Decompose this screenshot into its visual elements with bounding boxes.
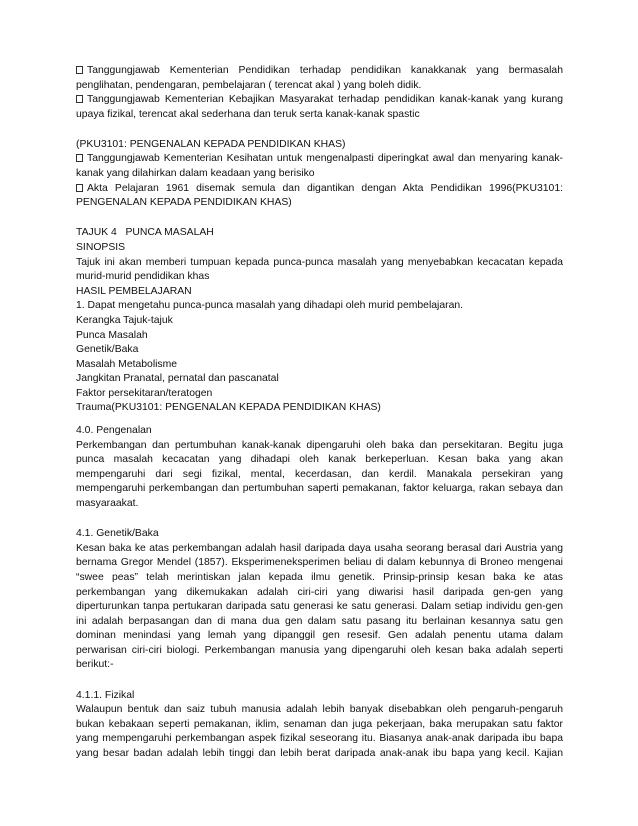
outcome-item: 1. Dapat mengetahu punca-punca masalah yang dihadapi oleh murid pembelajaran. [76,300,464,312]
bullet-item-3: Tanggungjawab Kementerian Kesihatan untuk mengenalpasti diperingkat awal dan menyaring kanak- [76,152,563,167]
bullet-list-1 [76,64,563,122]
bullet-item-2: Tanggungjawab Kementerian Kebajikan Masyarakat terhadap pendidikan kanak-kanak yang kurang [76,93,563,108]
document-page [76,64,563,769]
bullet-item-3-cont: kanak yang dilahirkan dalam keadaan yang berisiko [76,168,315,180]
bullet-list-2 [76,152,563,210]
outline-item: Punca Masalah [76,329,148,341]
paragraph-line: dominan menindasi yang lemah yang dipanggil gen resesif. Gen adalah penentu utama dalam [76,630,563,642]
bullet-item-4: Akta Pelajaran 1961 disemak semula dan digantikan dengan Akta Pendidikan 1996(PKU3101: [76,182,563,197]
paragraph-line: yang besar badan adalah lebih tinggi dan lebih berat daripada anak-anak ibu bapa yang kecil. Kajian [76,747,563,759]
paragraph-line: mempengaruhi dari segi fizikal, mental, kecerdasan, dan kerdil. Manakala persekiran yang [76,468,563,480]
course-reference: (PKU3101: PENGENALAN KEPADA PENDIDIKAN KHAS) [76,138,346,150]
bullet-icon [76,184,83,192]
section-heading: 4.1.1. Fizikal [76,689,135,701]
section-heading: 4.1. Genetik/Baka [76,528,159,540]
synopsis-label: SINOPSIS [76,241,126,253]
synopsis-text-cont: murid-murid pendidikan khas [76,271,210,283]
bullet-icon [76,95,83,103]
section-4-1 [76,527,563,673]
paragraph-line: masyaraakat. [76,498,139,510]
bullet-item-4-cont: PENGENALAN KEPADA PENDIDIKAN KHAS) [76,197,292,209]
bullet-icon [76,66,83,74]
paragraph-line: mempengaruhi perkembangan dan pertumbuhan saperti pemakanan, faktor keluarga, rakan sebaya dan [76,483,563,495]
paragraph-line: bernama Gregor Mendel (1857). Eksperimeneksperimen beliau di dalam kebunnya di Broneo mengenai [76,557,563,569]
paragraph-line: perwarisan ciri-ciri biologi. Perkembangan manusia yang dipengaruhi oleh kesan baka adalah seperti [76,644,563,656]
paragraph-line: perkembangan yang dikemukakan adalah ciri-ciri yang diwarisi hasil daripada gen-gen yang [76,586,563,598]
chapter-title: TAJUK 4 PUNCA MASALAH [76,227,214,239]
section-4-1-1 [76,689,563,762]
paragraph-line: punca masalah kecacatan yang dihadapi oleh kanak berkeperluan. Kesan baka yang akan [76,454,563,466]
section-4-0 [76,424,563,512]
bullet-item-2-cont: upaya fizikal, terencat akal sederhana dan teruk serta kanak-kanak spastic [76,108,420,120]
synopsis-text: Tajuk ini akan memberi tumpuan kepada punca-punca masalah yang menyebabkan kecacatan kepada [76,256,563,268]
paragraph-line: “swee peas” telah merintiskan jalan kepada ilmu genetik. Prinsip-prinsip kesan baka ke atas [76,571,563,583]
paragraph-line: Kesan baka ke atas perkembangan adalah hasil daripada daya usaha seorang berasal dari Austria yang [76,542,563,554]
outline-item: Genetik/Baka [76,344,139,356]
paragraph-line: ini adalah berpasangan dan di mana dua gen dalam satu pasang itu berlainan kesannya satu gen [76,615,563,627]
outcomes-label: HASIL PEMBELAJARAN [76,285,192,297]
outline-item: Faktor persekitaran/teratogen [76,387,213,399]
outline-item: Jangkitan Pranatal, pernatal dan pascanatal [76,373,279,385]
outline-item: Trauma(PKU3101: PENGENALAN KEPADA PENDIDIKAN KHAS) [76,402,381,414]
paragraph-line: Perkembangan dan pertumbuhan kanak-kanak dipengaruhi oleh baka dan persekitaran. Begitu juga [76,439,563,451]
paragraph-line: diperturunkan tanpa pertukaran daripada satu generasi ke satu generasi. Dalam setiap individu gen-gen [76,601,563,613]
paragraph-line: yang mempengaruhi perkembangan aspek fizikal seseorang itu. Biasanya anak-anak daripada ibu bapa [76,733,563,745]
outline-item: Masalah Metabolisme [76,358,178,370]
bullet-item-1-cont: penglihatan, pendengaran, pembelajaran ( terencat akal ) yang boleh didik. [76,79,422,91]
paragraph-line: bukan kebakaan seperti pemakanan, iklim, senaman dan juga pekerjaan, baka merupakan satu faktor [76,718,563,730]
paragraph-line: berikut:- [76,659,114,671]
outline-item: Kerangka Tajuk-tajuk [76,314,173,326]
paragraph-line: Walaupun bentuk dan saiz tubuh manusia adalah lebih banyak disebabkan oleh pengaruh-pengaruh [76,704,563,716]
section-heading: 4.0. Pengenalan [76,425,152,437]
bullet-icon [76,154,83,162]
bullet-item-1: Tanggungjawab Kementerian Pendidikan terhadap pendidikan kanakkanak yang bermasalah [76,64,563,79]
